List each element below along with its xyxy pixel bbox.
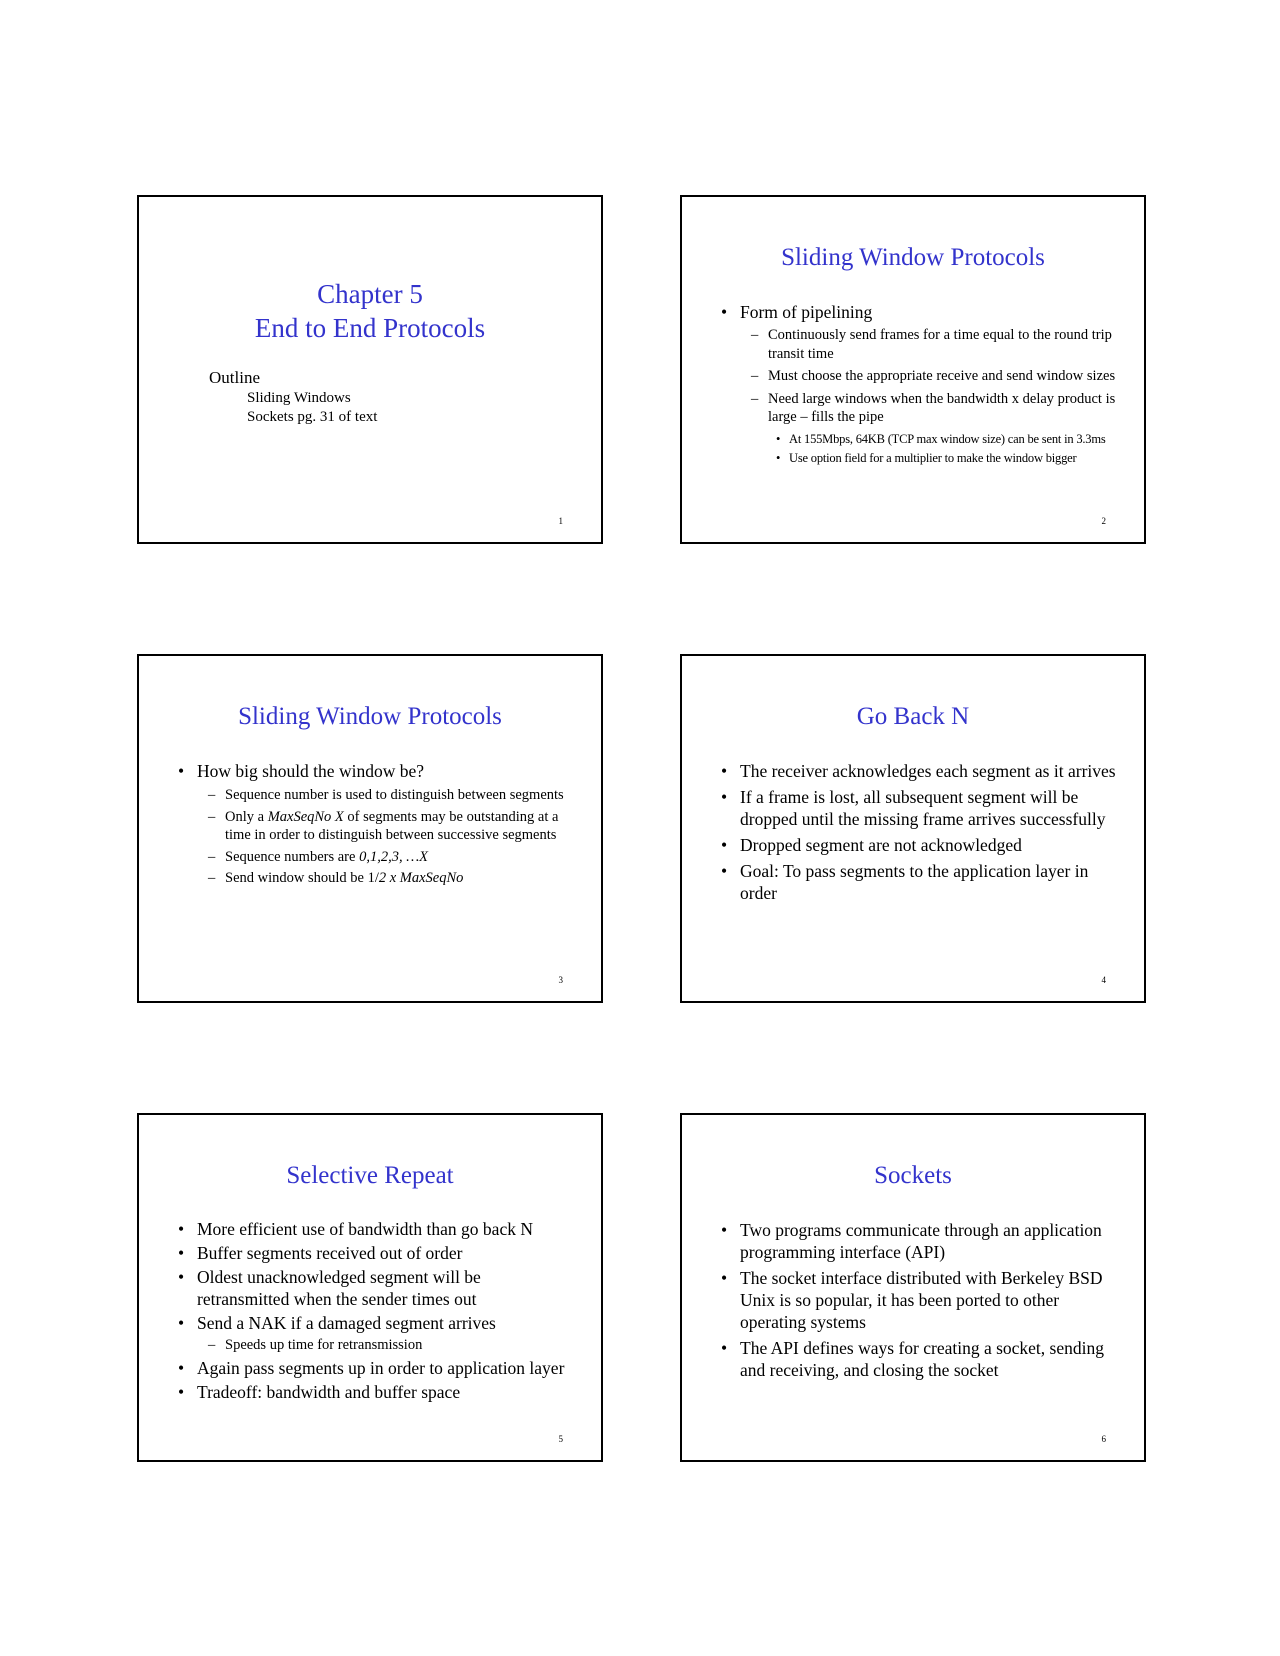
sub-bullet-item: – Speeds up time for retransmission: [175, 1336, 575, 1355]
bullet-item: • Form of pipelining: [718, 301, 1118, 323]
slide-2: [680, 195, 1146, 544]
sub-bullet-item: – Need large windows when the bandwidth x delay product is large – fills the pipe: [718, 390, 1118, 427]
slide-title: Go Back N: [856, 703, 970, 730]
page-number: 2: [1101, 516, 1106, 526]
page-number: 6: [1101, 1434, 1106, 1444]
italic-term: MaxSeqNo X: [267, 808, 344, 825]
page-number: 4: [1101, 975, 1106, 985]
page-number: 3: [558, 975, 563, 985]
sub-bullet-item: [175, 848, 575, 867]
sub-bullet-item: – Must choose the appropriate receive and send window sizes: [718, 367, 1118, 386]
sub-sub-bullet-item: • At 155Mbps, 64KB (TCP max window size) can be sent in 3.3ms: [718, 431, 1118, 447]
outline-item: Sliding Windows: [247, 390, 351, 406]
slide-title: Sliding Window Protocols: [781, 244, 1045, 271]
title-line-1: Chapter 5: [317, 279, 423, 309]
bullet-item: • Goal: To pass segments to the application layer in order: [718, 860, 1118, 904]
sub-bullet-item: – Continuously send frames for a time equal to the round trip transit time: [718, 326, 1118, 363]
bullet-item: • Dropped segment are not acknowledged: [718, 834, 1118, 856]
bullet-item: • Oldest unacknowledged segment will be retransmitted when the sender times out: [175, 1266, 575, 1310]
outline-item: Sockets pg. 31 of text: [247, 409, 378, 425]
sub-bullet-item: – Sequence number is used to distinguish between segments: [175, 786, 575, 805]
text-run: Send window should be 1/: [225, 870, 379, 886]
slide-6: [680, 1113, 1146, 1462]
outline: [209, 367, 377, 427]
bullet-item: • Tradeoff: bandwidth and buffer space: [175, 1381, 575, 1403]
text-run: Sequence numbers are: [225, 848, 360, 865]
bullet-list: [175, 1218, 575, 1405]
bullet-item: • The socket interface distributed with Berkeley BSD Unix is so popular, it has been ported to other operating systems: [718, 1267, 1118, 1333]
bullet-list: [718, 1219, 1118, 1385]
slide-title: Sliding Window Protocols: [238, 703, 502, 730]
bullet-list: [175, 760, 575, 891]
bullet-item: • The API defines ways for creating a socket, sending and receiving, and closing the socket: [718, 1337, 1118, 1381]
bullet-list: [718, 760, 1118, 908]
bullet-item: • How big should the window be?: [175, 760, 575, 782]
slide-title: Selective Repeat: [286, 1162, 454, 1189]
text-run: Only a: [225, 808, 268, 825]
slide-3: [137, 654, 603, 1003]
bullet-item: • Buffer segments received out of order: [175, 1242, 575, 1264]
text-run: of segments may be outstanding at a time in order to distinguish between successive segments: [225, 808, 559, 843]
bullet-item: • If a frame is lost, all subsequent segment will be dropped until the missing frame arrives successfully: [718, 786, 1118, 830]
italic-term: 2 x MaxSeqNo: [378, 870, 464, 886]
slide-title: [139, 277, 601, 345]
slide-4: [680, 654, 1146, 1003]
title-line-2: End to End Protocols: [254, 313, 486, 343]
slide-1: [137, 195, 603, 544]
bullet-item: • The receiver acknowledges each segment as it arrives: [718, 760, 1118, 782]
slide-title: Sockets: [874, 1162, 952, 1189]
page-number: 5: [558, 1434, 563, 1444]
sub-sub-bullet-item: • Use option field for a multiplier to make the window bigger: [718, 450, 1118, 466]
sub-bullet-item: [175, 869, 575, 888]
slide-5: [137, 1113, 603, 1462]
bullet-list: [718, 301, 1118, 469]
bullet-item: • Two programs communicate through an application programming interface (API): [718, 1219, 1118, 1263]
bullet-item: • More efficient use of bandwidth than go back N: [175, 1218, 575, 1240]
bullet-item: • Send a NAK if a damaged segment arrives: [175, 1312, 575, 1334]
sub-bullet-item: [175, 808, 575, 845]
page-number: 1: [558, 516, 563, 526]
italic-term: 0,1,2,3, …X: [359, 848, 428, 865]
outline-label: Outline: [209, 368, 260, 387]
bullet-item: • Again pass segments up in order to application layer: [175, 1357, 575, 1379]
